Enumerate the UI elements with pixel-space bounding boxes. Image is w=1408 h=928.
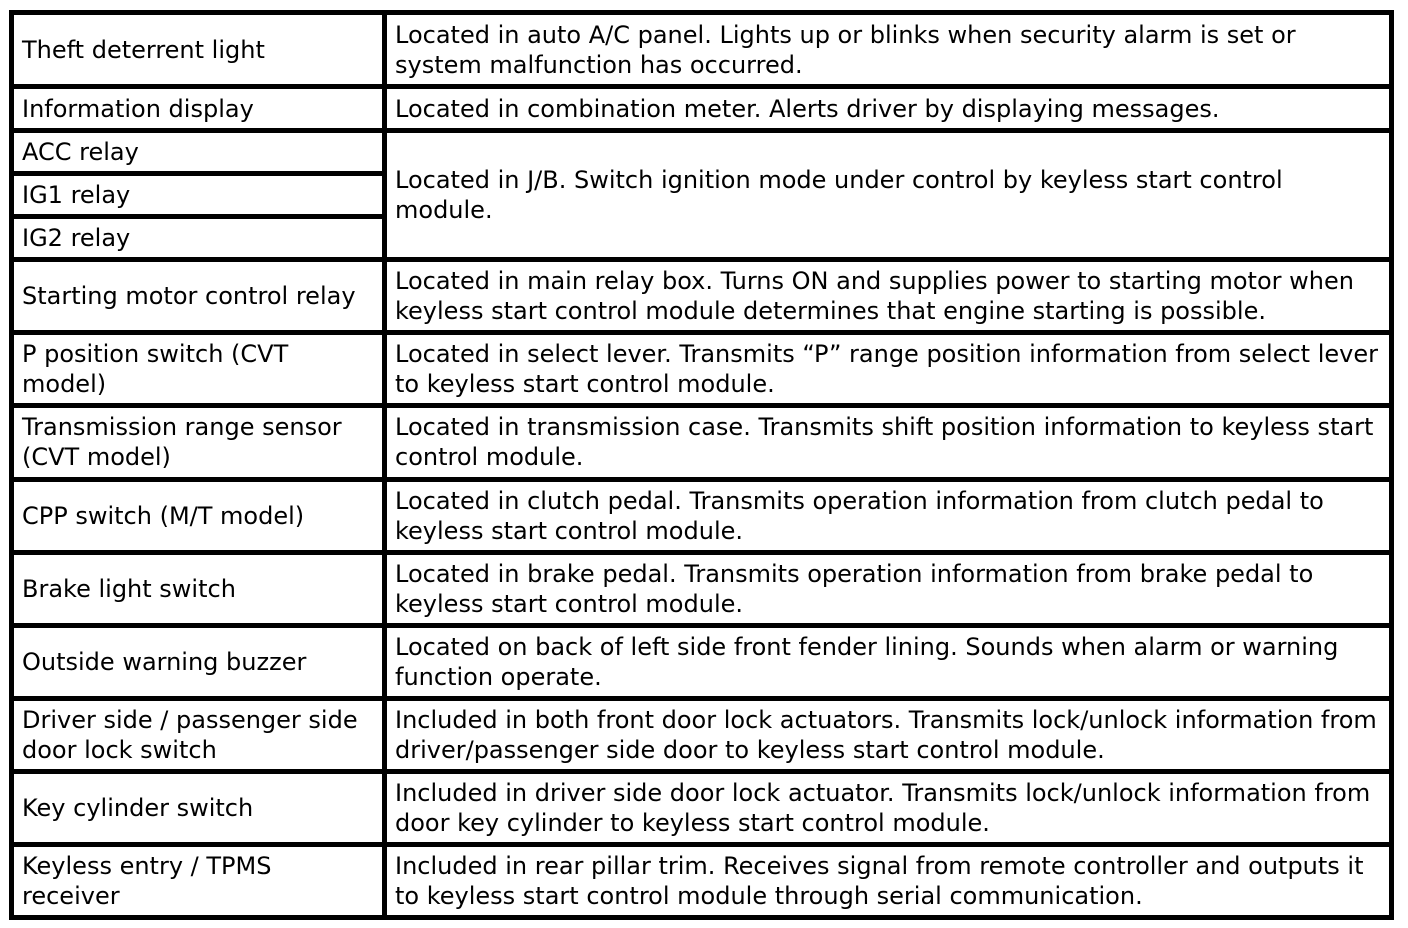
table-row: [12, 552, 1392, 625]
table-row: [12, 333, 1392, 406]
description-cell: Located in select lever. Transmits “P” range position information from select lever to keyless start control module.: [385, 333, 1392, 406]
item-cell: Starting motor control relay: [12, 260, 385, 333]
component-table: [9, 10, 1394, 920]
description-cell: Located in combination meter. Alerts driver by displaying messages.: [385, 87, 1392, 131]
description-cell: Located in J/B. Switch ignition mode under control by keyless start control module.: [385, 131, 1392, 260]
table-row: [12, 13, 1392, 87]
description-cell: Located in transmission case. Transmits shift position information to keyless start control module.: [385, 406, 1392, 479]
table-row: [12, 87, 1392, 131]
item-cell: Transmission range sensor (CVT model): [12, 406, 385, 479]
item-cell: Outside warning buzzer: [12, 625, 385, 698]
item-cell: Information display: [12, 87, 385, 131]
item-cell: Key cylinder switch: [12, 771, 385, 844]
item-cell: IG2 relay: [12, 217, 385, 260]
description-cell: Included in rear pillar trim. Receives signal from remote controller and outputs it to keyless start control module through serial communication.: [385, 844, 1392, 917]
item-cell: Keyless entry / TPMS receiver: [12, 844, 385, 917]
table-row: [12, 844, 1392, 917]
item-cell: CPP switch (M/T model): [12, 479, 385, 552]
item-cell: Theft deterrent light: [12, 13, 385, 87]
table-row: [12, 698, 1392, 771]
table-row: [12, 406, 1392, 479]
description-cell: Included in both front door lock actuators. Transmits lock/unlock information from driver/passenger side door to keyless start control module.: [385, 698, 1392, 771]
description-cell: Located in auto A/C panel. Lights up or blinks when security alarm is set or system malfunction has occurred.: [385, 13, 1392, 87]
table-row: [12, 625, 1392, 698]
table-row: [12, 771, 1392, 844]
item-cell: Brake light switch: [12, 552, 385, 625]
description-cell: Located in clutch pedal. Transmits operation information from clutch pedal to keyless start control module.: [385, 479, 1392, 552]
description-cell: Located in brake pedal. Transmits operation information from brake pedal to keyless start control module.: [385, 552, 1392, 625]
table-row: [12, 479, 1392, 552]
description-cell: Located in main relay box. Turns ON and supplies power to starting motor when keyless start control module determines that engine starting is possible.: [385, 260, 1392, 333]
item-cell: P position switch (CVT model): [12, 333, 385, 406]
item-cell: ACC relay: [12, 131, 385, 174]
component-table-container: [9, 10, 1389, 920]
description-cell: Located on back of left side front fender lining. Sounds when alarm or warning function operate.: [385, 625, 1392, 698]
table-row: [12, 131, 1392, 174]
table-row: [12, 260, 1392, 333]
item-cell: IG1 relay: [12, 174, 385, 217]
item-cell: Driver side / passenger side door lock switch: [12, 698, 385, 771]
description-cell: Included in driver side door lock actuator. Transmits lock/unlock information from door key cylinder to keyless start control module.: [385, 771, 1392, 844]
